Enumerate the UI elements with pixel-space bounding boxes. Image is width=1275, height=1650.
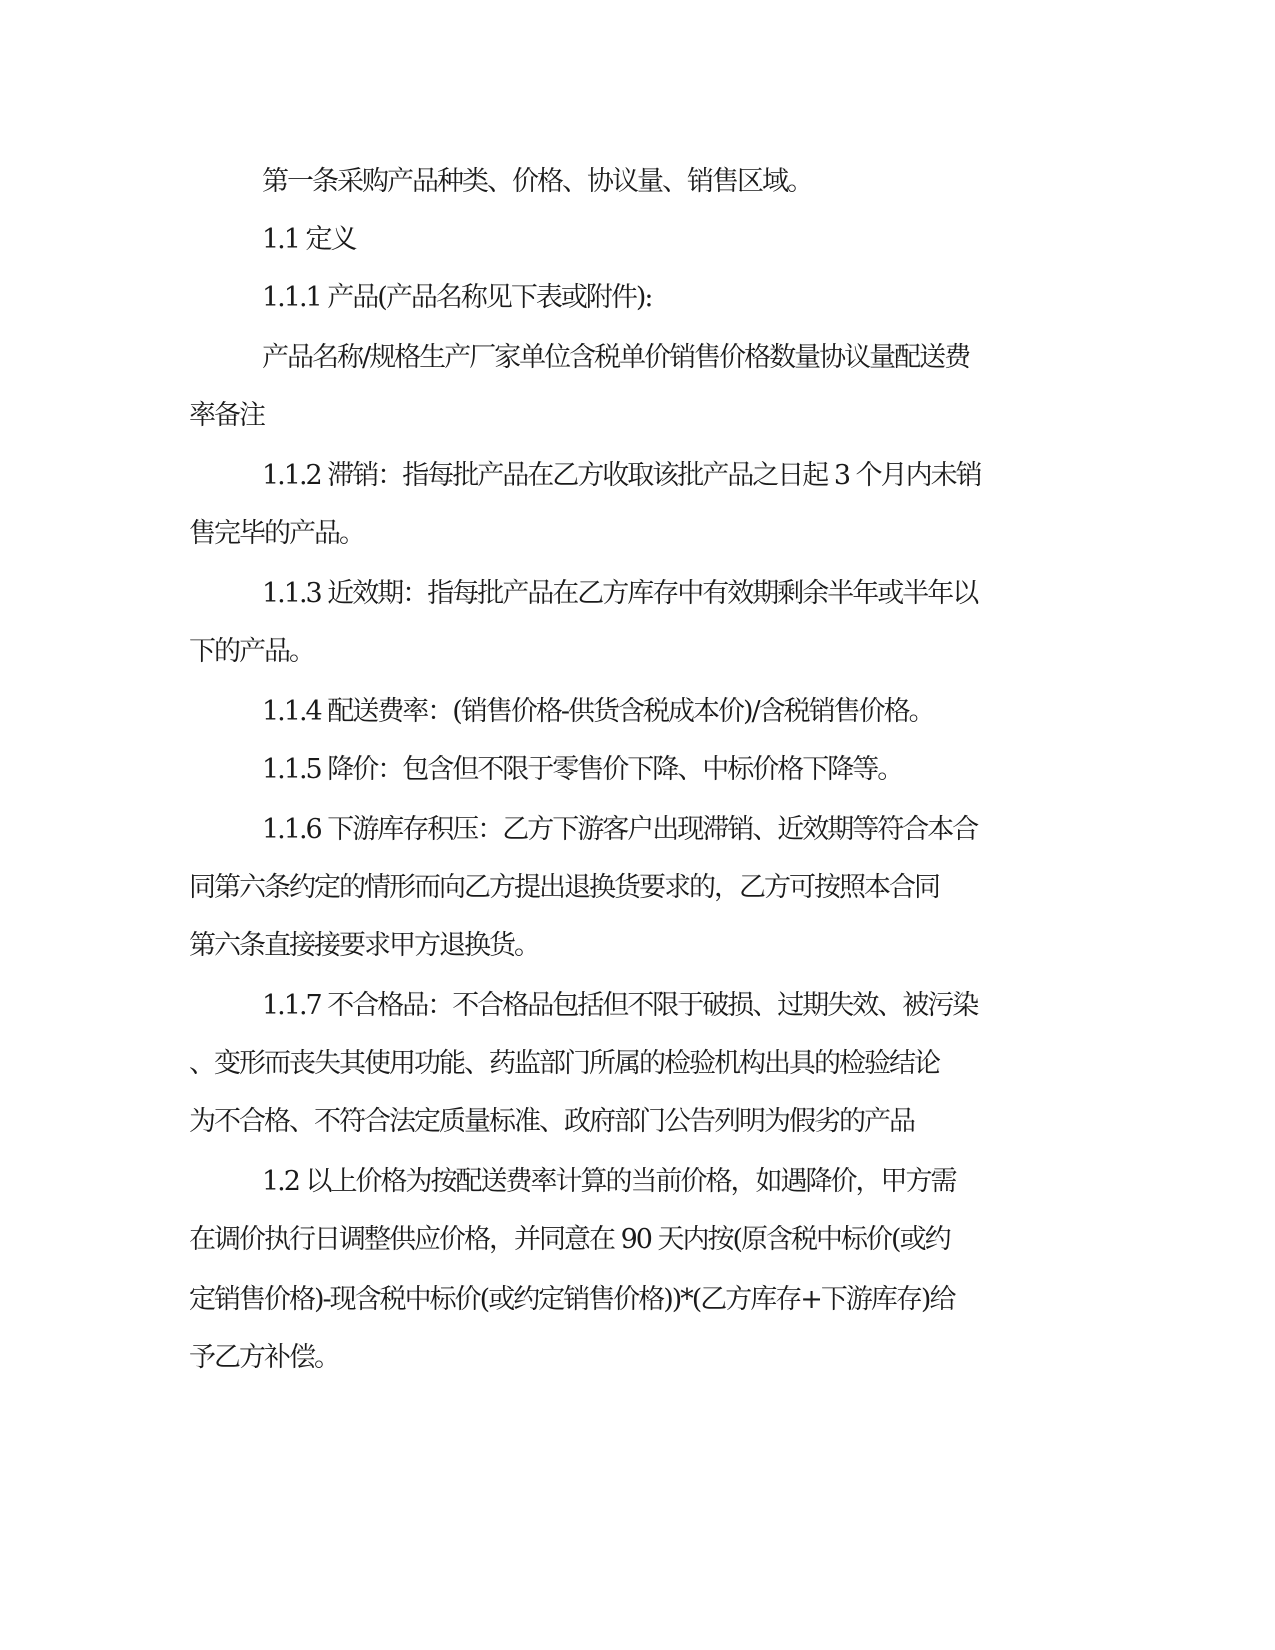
clause-1-1-2-line-2: 售完毕的产品。 [189,518,364,549]
clause-1-1-6-line-2: 同第六条约定的情形而向乙方提出退换货要求的，乙方可按照本合同 [189,872,939,903]
clause-1-1-4: 1.1.4 配送费率：(销售价格-供货含税成本价)/含税销售价格。 [262,696,934,727]
clause-1-1-7-line-3: 为不合格、不符合法定质量标准、政府部门公告列明为假劣的产品 [189,1106,914,1137]
clause-1-1-5: 1.1.5 降价：包含但不限于零售价下降、中标价格下降等。 [262,754,903,785]
table-header-line-1: 产品名称/规格生产厂家单位含税单价销售价格数量协议量配送费 [262,342,970,373]
clause-1-1-7-line-1: 1.1.7 不合格品：不合格品包括但不限于破损、过期失效、被污染 [262,990,978,1021]
section-1-2-line-2: 在调价执行日调整供应价格，并同意在 90 天内按(原含税中标价(或约 [189,1224,950,1255]
section-1-2-line-4: 予乙方补偿。 [189,1342,339,1373]
clause-1-1-3-line-2: 下的产品。 [189,636,314,667]
clause-1-1-3-line-1: 1.1.3 近效期：指每批产品在乙方库存中有效期剩余半年或半年以 [262,578,978,609]
section-1-1-heading: 1.1 定义 [262,224,356,255]
clause-1-1-2-line-1: 1.1.2 滞销：指每批产品在乙方收取该批产品之日起 3 个月内未销 [262,460,981,491]
clause-1-1-6-line-3: 第六条直接接要求甲方退换货。 [189,930,539,961]
section-1-2-line-1: 1.2 以上价格为按配送费率计算的当前价格，如遇降价，甲方需 [262,1166,956,1197]
clause-1-1-6-line-1: 1.1.6 下游库存积压：乙方下游客户出现滞销、近效期等符合本合 [262,814,978,845]
clause-1-1-1: 1.1.1 产品(产品名称见下表或附件): [262,282,652,313]
table-header-line-2: 率备注 [189,400,264,431]
clause-1-1-7-line-2: 、变形而丧失其使用功能、药监部门所属的检验机构出具的检验结论 [189,1048,939,1079]
article-1-heading: 第一条采购产品种类、价格、协议量、销售区域。 [262,166,812,197]
section-1-2-line-3: 定销售价格)-现含税中标价(或约定销售价格))*(乙方库存+下游库存)给 [189,1284,955,1315]
